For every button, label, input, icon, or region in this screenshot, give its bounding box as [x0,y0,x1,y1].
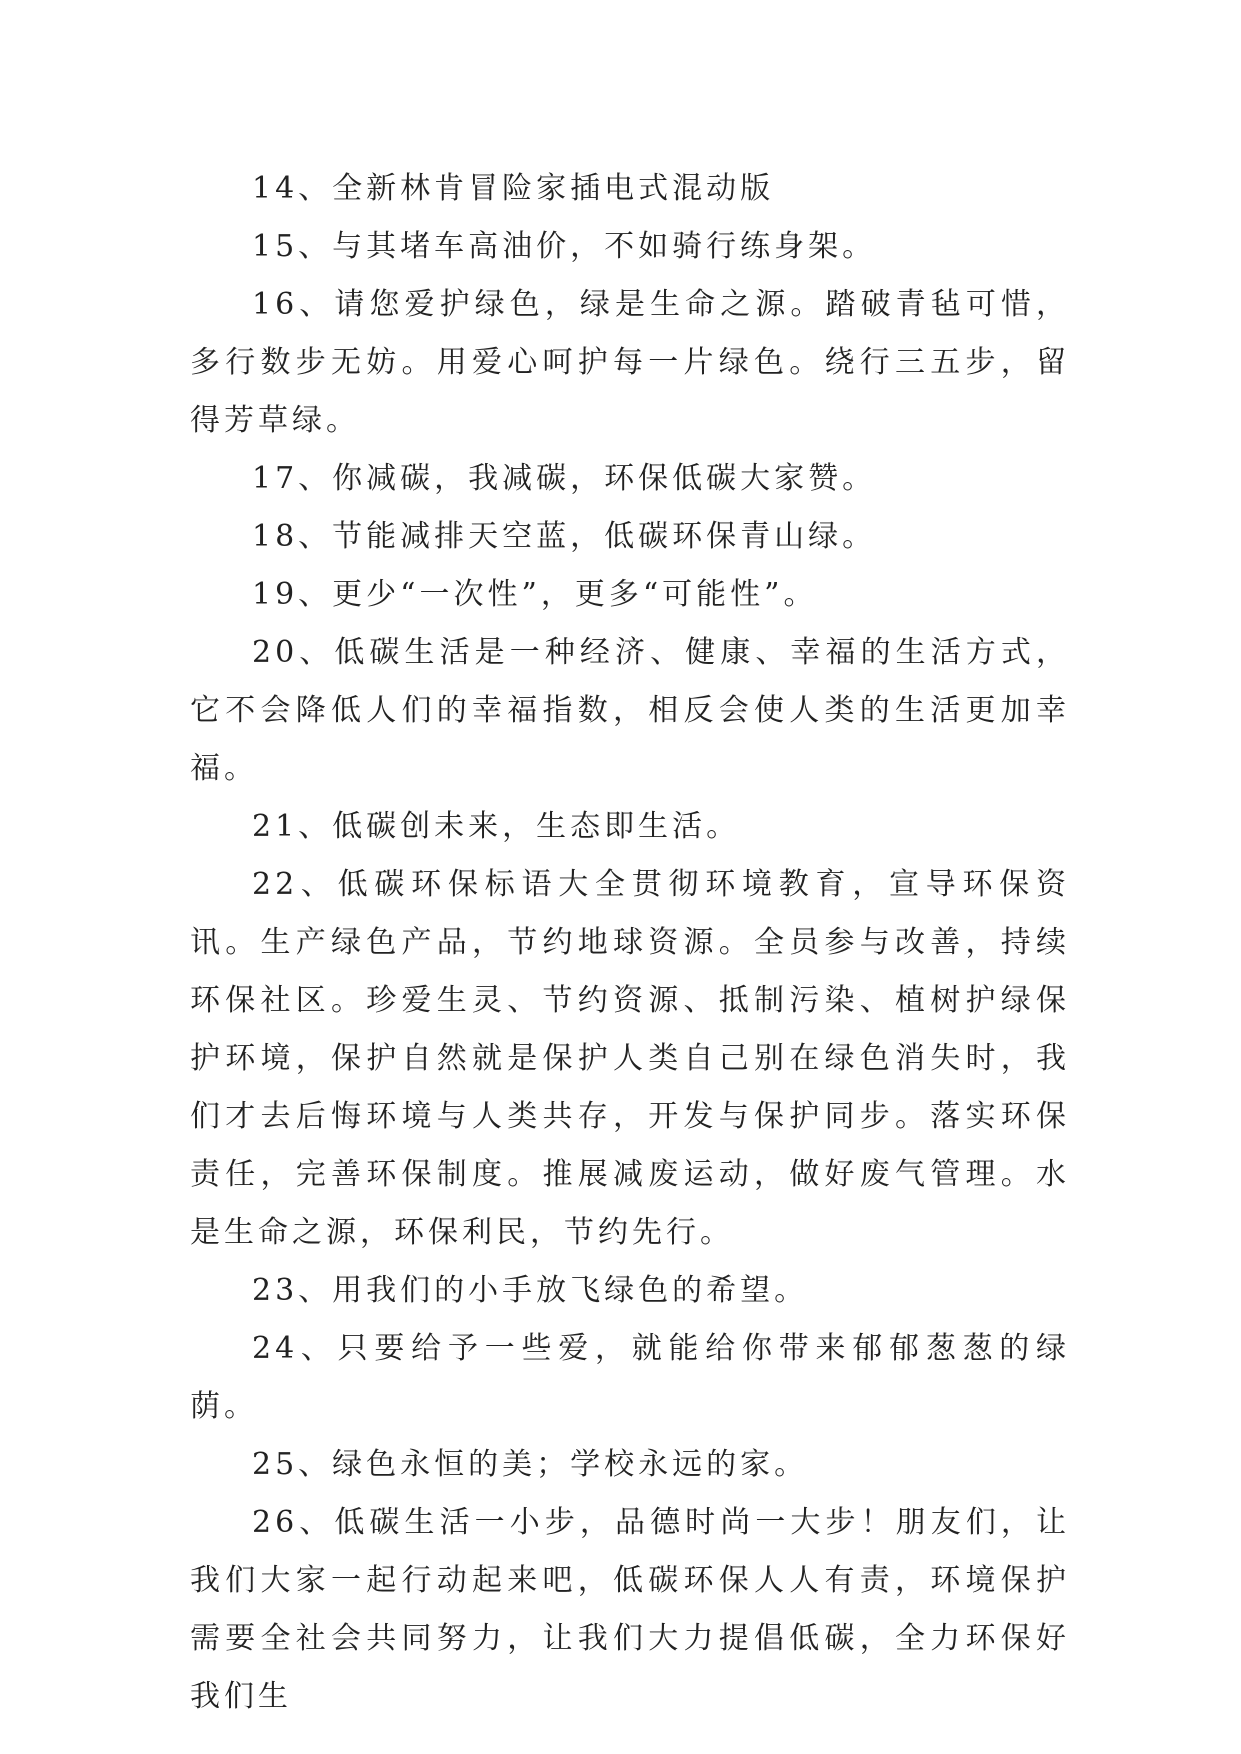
paragraph-17: 17、你减碳，我减碳，环保低碳大家赞。 [252,461,877,496]
paragraph-24: 24、只要给予一些爱，就能给你带来郁郁葱葱的绿荫。 [190,1331,1070,1424]
paragraph-26: 26、低碳生活一小步，品德时尚一大步！朋友们，让我们大家一起行动起来吧，低碳环保人人有责，环境保护需要全社会共同努力，让我们大力提倡低碳，全力环保好我们生 [190,1505,1070,1714]
paragraph-21: 21、低碳创未来，生态即生活。 [252,809,741,844]
paragraph-15: 15、与其堵车高油价，不如骑行练身架。 [252,229,877,264]
paragraph-23: 23、用我们的小手放飞绿色的希望。 [252,1273,809,1308]
paragraph-25: 25、绿色永恒的美；学校永远的家。 [252,1447,809,1482]
paragraph-16: 16、请您爱护绿色，绿是生命之源。踏破青毡可惜，多行数步无妨。用爱心呵护每一片绿色。绕行三五步，留得芳草绿。 [190,287,1070,438]
paragraph-19: 19、更少“一次性”，更多“可能性”。 [252,577,818,612]
paragraph-18: 18、节能减排天空蓝，低碳环保青山绿。 [252,519,877,554]
paragraph-14: 14、全新林肯冒险家插电式混动版 [252,171,775,206]
document-body [190,160,1070,1726]
paragraph-22: 22、低碳环保标语大全贯彻环境教育，宣导环保资讯。生产绿色产品，节约地球资源。全员参与改善，持续环保社区。珍爱生灵、节约资源、抵制污染、植树护绿保护环境，保护自然就是保护人类自己别在绿色消失时，我们才去后悔环境与人类共存，开发与保护同步。落实环保责任，完善环保制度。推展减废运动，做好废气管理。水是生命之源，环保利民，节约先行。 [190,867,1070,1250]
paragraph-20: 20、低碳生活是一种经济、健康、幸福的生活方式，它不会降低人们的幸福指数，相反会使人类的生活更加幸福。 [190,635,1070,786]
